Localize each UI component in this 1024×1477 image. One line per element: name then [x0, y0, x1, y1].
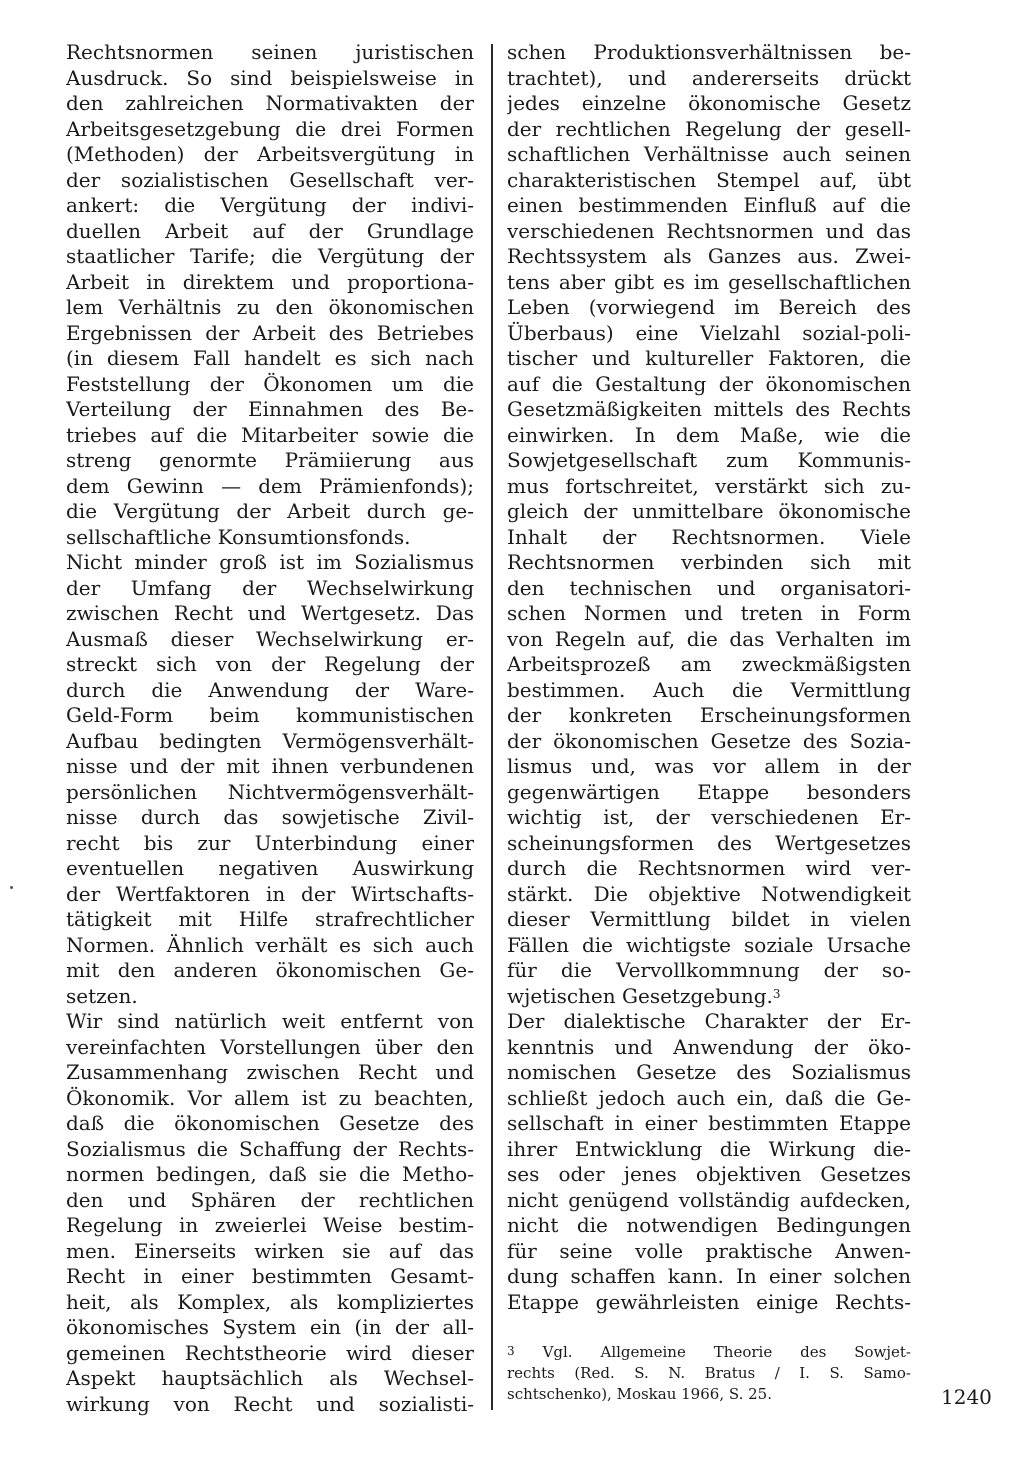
left-column-line: [66, 1086, 474, 1112]
line-text: Ergebnissen der Arbeit des Betriebes: [66, 320, 474, 345]
left-column-line: [66, 499, 474, 525]
right-column-line: [507, 474, 911, 500]
line-text: ökonomisches System ein (in der all-: [66, 1315, 474, 1339]
right-column-line: [507, 1086, 911, 1112]
line-text: nisse durch das sowjetische Zivil-: [66, 805, 474, 829]
left-column-line: [66, 1009, 474, 1035]
line-text: Inhalt der Rechtsnormen. Viele: [507, 524, 911, 549]
footnote-line: [507, 1342, 911, 1363]
left-column-line: [66, 1137, 474, 1163]
line-text: streng genormte Prämiierung aus: [66, 448, 474, 472]
line-text: zwischen Recht und Wertgesetz. Das: [66, 601, 474, 625]
line-text: der konkreten Erscheinungsformen: [507, 703, 911, 727]
line-text: Der dialektische Charakter der Er-: [507, 1009, 911, 1033]
left-column-line: [66, 652, 474, 678]
left-column-line: [66, 270, 474, 296]
right-column-line: [507, 91, 911, 117]
line-text: für die Vervollkommnung der so-: [507, 958, 911, 982]
line-text: Nicht minder groß ist im Sozialismus: [66, 550, 474, 574]
left-column: [66, 40, 474, 1417]
line-text: normen bedingen, daß sie die Metho-: [66, 1162, 474, 1186]
column-divider: [491, 44, 493, 1410]
line-text: charakteristischen Stempel auf, übt: [507, 167, 911, 192]
left-column-line: [66, 295, 474, 321]
left-column-line: [66, 576, 474, 602]
line-text: Leben (vorwiegend im Bereich des: [507, 295, 911, 319]
line-text: schließt jedoch auch ein, daß die Ge-: [507, 1085, 911, 1110]
line-text: Fällen die wichtigste soziale Ursache: [507, 932, 911, 957]
left-column-line: [66, 1264, 474, 1290]
right-column-line: [507, 270, 911, 296]
line-text: Verteilung der Einnahmen des Be-: [66, 397, 474, 421]
left-column-line: [66, 550, 474, 576]
line-text: heit, als Komplex, als kompliziertes: [66, 1289, 474, 1314]
right-column-line: [507, 117, 911, 143]
line-text: Arbeit in direktem und proportiona-: [66, 269, 474, 294]
right-column-line: [507, 627, 911, 653]
line-text: duellen Arbeit auf der Grundlage: [66, 218, 474, 243]
line-text: persönlichen Nichtvermögensverhält-: [66, 779, 474, 804]
left-column-line: [66, 1366, 474, 1392]
line-text: tischer und kultureller Faktoren, die: [507, 346, 911, 370]
right-column-line: [507, 601, 911, 627]
page-number: 1240: [941, 1385, 992, 1409]
right-column-line: [507, 576, 911, 602]
line-text: gegenwärtigen Etappe besonders: [507, 779, 911, 804]
footnote: [507, 1342, 911, 1405]
left-column-line: [66, 1035, 474, 1061]
right-column-line: [507, 882, 911, 908]
right-column-line: [507, 1009, 911, 1035]
line-text: Normen. Ähnlich verhält es sich auch: [66, 932, 474, 957]
left-column-line: [66, 117, 474, 143]
left-column-line: [66, 907, 474, 933]
line-text: dem Gewinn — dem Prämienfonds);: [66, 473, 474, 498]
line-text: ankert: die Vergütung der indivi-: [66, 193, 474, 217]
line-text: Ökonomik. Vor allem ist zu beachten,: [66, 1085, 474, 1110]
line-text: Wir sind natürlich weit entfernt von: [66, 1009, 474, 1033]
line-text: Arbeitsprozeß am zweckmäßigsten: [507, 652, 911, 676]
line-text: Sowjetgesellschaft zum Kommunis-: [507, 448, 911, 472]
line-text: scheinungsformen des Wertgesetzes: [507, 830, 911, 855]
right-column-line: [507, 525, 911, 551]
line-text: Recht in einer bestimmten Gesamt-: [66, 1264, 474, 1288]
left-column-line: [66, 856, 474, 882]
line-text: nicht genügend vollständig aufdecken,: [507, 1187, 911, 1212]
left-column-line: [66, 1213, 474, 1239]
line-text: ses oder jenes objektiven Gesetzes: [507, 1162, 911, 1186]
line-text: eventuellen negativen Auswirkung: [66, 856, 474, 880]
left-column-line: [66, 193, 474, 219]
footnote-reference: 3: [772, 986, 781, 1001]
line-text: von Regeln auf, die das Verhalten im: [507, 626, 911, 651]
line-text: tätigkeit mit Hilfe strafrechtlicher: [66, 907, 474, 931]
line-text: lem Verhältnis zu den ökonomischen: [66, 295, 474, 319]
right-column-line: [507, 984, 911, 1010]
line-text: Überbaus) eine Vielzahl sozial-poli-: [507, 320, 911, 345]
right-column-line: [507, 346, 911, 372]
left-column-line: [66, 321, 474, 347]
line-text: nomischen Gesetze des Sozialismus: [507, 1060, 911, 1084]
right-column-line: [507, 1035, 911, 1061]
line-text: der ökonomischen Gesetze des Sozia-: [507, 728, 911, 753]
line-text: der sozialistischen Gesellschaft ver-: [66, 167, 474, 192]
line-text: Aufbau bedingten Vermögensverhält-: [66, 728, 474, 753]
line-text: streckt sich von der Regelung der: [66, 652, 474, 676]
line-text: Feststellung der Ökonomen um die: [66, 371, 474, 396]
left-column-line: [66, 1188, 474, 1214]
right-column-line: [507, 958, 911, 984]
right-column-line: [507, 831, 911, 857]
line-text: schaftlichen Verhältnisse auch seinen: [507, 142, 911, 166]
footnote-text: schtschenko), Moskau 1966, S. 25.: [507, 1385, 772, 1403]
left-column-line: [66, 346, 474, 372]
line-text: nicht die notwendigen Bedingungen: [507, 1213, 911, 1237]
line-text: Gesetzmäßigkeiten mittels des Rechts: [507, 397, 911, 421]
line-text: sellschaft in einer bestimmten Etappe: [507, 1111, 911, 1135]
right-column-line: [507, 550, 911, 576]
line-text: die Vergütung der Arbeit durch ge-: [66, 499, 474, 523]
line-text: Zusammenhang zwischen Recht und: [66, 1060, 474, 1084]
left-column-line: [66, 780, 474, 806]
left-column-line: [66, 142, 474, 168]
line-text: der rechtlichen Regelung der gesell-: [507, 116, 911, 141]
left-column-line: [66, 372, 474, 398]
left-column-line: [66, 1315, 474, 1341]
line-text: Aspekt hauptsächlich als Wechsel-: [66, 1366, 474, 1390]
right-column-line: [507, 66, 911, 92]
line-text: schen Produktionsverhältnissen be-: [507, 40, 911, 64]
line-text: stärkt. Die objektive Notwendigkeit: [507, 881, 911, 906]
line-text: vereinfachten Vorstellungen über den: [66, 1034, 474, 1059]
right-column-line: [507, 1213, 911, 1239]
left-column-line: [66, 729, 474, 755]
right-column-line: [507, 448, 911, 474]
line-text: Rechtsnormen seinen juristischen: [66, 40, 474, 64]
line-text: tens aber gibt es im gesellschaftlichen: [507, 269, 911, 294]
line-text: Etappe gewährleisten einige Rechts-: [507, 1289, 911, 1314]
line-text: kenntnis und Anwendung der öko-: [507, 1034, 911, 1059]
line-text: (in diesem Fall handelt es sich nach: [66, 346, 474, 370]
left-column-line: [66, 601, 474, 627]
line-text: den technischen und organisatori-: [507, 575, 911, 600]
left-column-line: [66, 882, 474, 908]
line-text: bestimmen. Auch die Vermittlung: [507, 677, 911, 702]
right-column-line: [507, 219, 911, 245]
left-column-line: [66, 1239, 474, 1265]
right-column-line: [507, 40, 911, 66]
right-column-line: [507, 1060, 911, 1086]
line-text: einwirken. In dem Maße, wie die: [507, 422, 911, 447]
right-column-line: [507, 321, 911, 347]
right-column-line: [507, 729, 911, 755]
right-column-line: [507, 805, 911, 831]
right-column-line: [507, 1111, 911, 1137]
line-text: men. Einerseits wirken sie auf das: [66, 1238, 474, 1263]
footnote-text: Vgl. Allgemeine Theorie des Sowjet-: [542, 1343, 911, 1361]
right-column: [507, 40, 911, 1315]
right-column-line: [507, 856, 911, 882]
line-text: daß die ökonomischen Gesetze des: [66, 1111, 474, 1135]
right-column-line: [507, 933, 911, 959]
line-text: Sozialismus die Schaffung der Rechts-: [66, 1136, 474, 1161]
left-column-line: [66, 627, 474, 653]
right-column-line: [507, 295, 911, 321]
right-column-line: [507, 1188, 911, 1214]
left-column-line: [66, 91, 474, 117]
line-text: gemeinen Rechtstheorie wird dieser: [66, 1340, 474, 1365]
left-column-line: [66, 423, 474, 449]
right-column-line: [507, 193, 911, 219]
line-text: mit den anderen ökonomischen Ge-: [66, 958, 474, 982]
line-text: mus fortschreitet, verstärkt sich zu-: [507, 473, 911, 498]
line-text: Rechtssystem als Ganzes aus. Zwei-: [507, 244, 911, 268]
right-column-line: [507, 703, 911, 729]
left-column-line: [66, 1392, 474, 1418]
footnote-text: rechts (Red. S. N. Bratus / I. S. Samo-: [507, 1364, 911, 1382]
line-text: den und Sphären der rechtlichen: [66, 1187, 474, 1212]
left-column-line: [66, 805, 474, 831]
footnote-line: [507, 1384, 911, 1405]
line-text: wichtig ist, der verschiedenen Er-: [507, 805, 911, 829]
line-text: der Umfang der Wechselwirkung: [66, 575, 474, 600]
line-text: Arbeitsgesetzgebung die drei Formen: [66, 116, 474, 141]
left-column-line: [66, 958, 474, 984]
line-text: setzen.: [66, 983, 138, 1008]
left-column-line: [66, 754, 474, 780]
line-text: schen Normen und treten in Form: [507, 601, 911, 625]
right-column-line: [507, 1290, 911, 1316]
left-column-line: [66, 1162, 474, 1188]
line-text: nisse und der mit ihnen verbundenen: [66, 754, 474, 778]
left-column-line: [66, 448, 474, 474]
right-column-line: [507, 168, 911, 194]
line-text: verschiedenen Rechtsnormen und das: [507, 218, 911, 243]
right-column-line: [507, 244, 911, 270]
line-text: sellschaftliche Konsumtionsfonds.: [66, 524, 411, 549]
left-column-line: [66, 474, 474, 500]
right-column-line: [507, 499, 911, 525]
line-text: Ausdruck. So sind beispielsweise in: [66, 65, 474, 90]
right-column-line: [507, 397, 911, 423]
line-text: jedes einzelne ökonomische Gesetz: [507, 91, 911, 115]
right-column-line: [507, 1162, 911, 1188]
scan-speck: [10, 886, 13, 889]
right-column-line: [507, 1264, 911, 1290]
left-column-line: [66, 1341, 474, 1367]
left-column-line: [66, 933, 474, 959]
left-column-line: [66, 831, 474, 857]
right-column-line: [507, 652, 911, 678]
right-column-line: [507, 678, 911, 704]
left-column-line: [66, 703, 474, 729]
left-column-line: [66, 1111, 474, 1137]
right-column-line: [507, 907, 911, 933]
footnote-line: [507, 1363, 911, 1384]
right-column-line: [507, 372, 911, 398]
line-text: für seine volle praktische Anwen-: [507, 1238, 911, 1263]
line-text: dung schaffen kann. In einer solchen: [507, 1264, 911, 1288]
left-column-line: [66, 168, 474, 194]
left-column-line: [66, 219, 474, 245]
right-column-line: [507, 780, 911, 806]
left-column-line: [66, 1290, 474, 1316]
line-text: wjetischen Gesetzgebung.: [507, 983, 773, 1008]
line-text: durch die Rechtsnormen wird ver-: [507, 856, 911, 880]
line-text: durch die Anwendung der Ware-: [66, 677, 474, 702]
left-column-line: [66, 678, 474, 704]
line-text: einen bestimmenden Einfluß auf die: [507, 193, 911, 217]
left-column-line: [66, 525, 474, 551]
line-text: dieser Vermittlung bildet in vielen: [507, 907, 911, 931]
right-column-line: [507, 1137, 911, 1163]
line-text: trachtet), und andererseits drückt: [507, 65, 911, 90]
line-text: auf die Gestaltung der ökonomischen: [507, 371, 911, 396]
footnote-marker: 3: [507, 1344, 515, 1358]
line-text: gleich der unmittelbare ökonomische: [507, 499, 911, 523]
right-column-line: [507, 142, 911, 168]
left-column-line: [66, 244, 474, 270]
line-text: Ausmaß dieser Wechselwirkung er-: [66, 626, 474, 651]
line-text: lismus und, was vor allem in der: [507, 754, 911, 778]
line-text: triebes auf die Mitarbeiter sowie die: [66, 422, 474, 447]
line-text: ihrer Entwicklung die Wirkung die-: [507, 1136, 911, 1161]
line-text: staatlicher Tarife; die Vergütung der: [66, 244, 474, 268]
left-column-line: [66, 984, 474, 1010]
left-column-line: [66, 1060, 474, 1086]
left-column-line: [66, 66, 474, 92]
right-column-line: [507, 423, 911, 449]
line-text: den zahlreichen Normativakten der: [66, 91, 474, 115]
line-text: wirkung von Recht und sozialisti-: [66, 1391, 474, 1416]
left-column-line: [66, 40, 474, 66]
right-column-line: [507, 1239, 911, 1265]
line-text: Geld-Form beim kommunistischen: [66, 703, 474, 727]
right-column-line: [507, 754, 911, 780]
line-text: der Wertfaktoren in der Wirtschafts-: [66, 881, 474, 906]
left-column-line: [66, 397, 474, 423]
line-text: recht bis zur Unterbindung einer: [66, 830, 474, 855]
line-text: Rechtsnormen verbinden sich mit: [507, 550, 911, 574]
line-text: Regelung in zweierlei Weise bestim-: [66, 1213, 474, 1237]
line-text: (Methoden) der Arbeitsvergütung in: [66, 142, 474, 166]
